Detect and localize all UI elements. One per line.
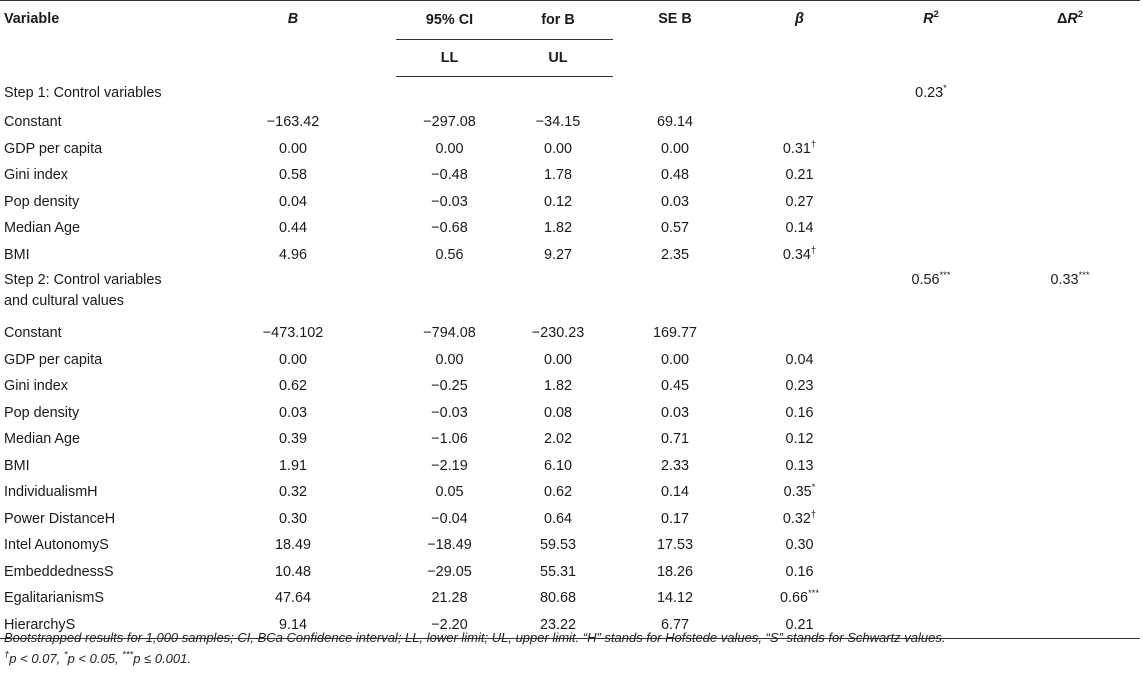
row-beta-value: 0.31: [782, 140, 811, 157]
row-ul: 1.78: [543, 167, 572, 184]
step2-r2-cell: [862, 268, 1000, 320]
table-row: [0, 189, 1140, 216]
row-b: 0.00: [278, 140, 307, 157]
header-row-1: [0, 1, 1140, 40]
row-ll: −2.19: [431, 457, 468, 474]
row-ll: 0.56: [435, 246, 464, 263]
row-ll: −0.48: [431, 167, 468, 184]
row-se: 0.03: [660, 404, 689, 421]
step1-label: Step 1: Control variables: [4, 84, 162, 101]
row-beta-value: 0.16: [785, 404, 814, 421]
row-ul: 6.10: [543, 457, 572, 474]
row-ll: −1.06: [431, 431, 468, 448]
row-b: −163.42: [266, 114, 320, 131]
row-beta: [737, 453, 862, 480]
row-ll: −794.08: [423, 325, 476, 342]
table-row: [0, 162, 1140, 189]
row-ll: −0.25: [431, 378, 468, 395]
row-b: 0.32: [278, 484, 307, 501]
row-ul: 0.00: [543, 140, 572, 157]
row-se: 0.00: [660, 140, 689, 157]
row-beta: [737, 242, 862, 269]
row-ul: 1.82: [543, 378, 572, 395]
row-b: 10.48: [274, 563, 311, 580]
table-row: [0, 347, 1140, 374]
row-beta-sig: *: [811, 482, 816, 494]
table-row: [0, 400, 1140, 427]
row-se: 69.14: [656, 114, 693, 131]
row-ll: −0.68: [431, 220, 468, 237]
row-ll: −297.08: [423, 114, 476, 131]
row-beta-value: 0.34: [782, 246, 811, 263]
row-beta: [737, 506, 862, 533]
row-ll: −18.49: [427, 537, 472, 554]
step2-delta-r2: 0.33: [1050, 272, 1079, 288]
row-ll: −0.04: [431, 510, 468, 527]
header-delta-symbol: Δ: [1056, 11, 1068, 27]
row-ul: −34.15: [535, 114, 581, 131]
row-beta-value: 0.14: [785, 220, 814, 237]
row-variable: Constant: [4, 325, 62, 342]
row-beta-sig: †: [810, 244, 817, 256]
row-variable: Gini index: [4, 167, 68, 184]
row-b: 0.04: [278, 193, 307, 210]
step2-row: [0, 268, 1140, 320]
row-beta: [737, 559, 862, 586]
row-beta: [737, 347, 862, 374]
row-beta-sig: †: [810, 138, 817, 150]
row-b: 0.44: [278, 220, 307, 237]
row-se: 0.48: [660, 167, 689, 184]
header-delta-r2: [1000, 1, 1140, 77]
row-beta: [737, 426, 862, 453]
table-row: [0, 215, 1140, 242]
row-ll: 0.00: [435, 351, 464, 368]
step2-label-line2: and cultural values: [4, 293, 124, 309]
row-se: 0.00: [660, 351, 689, 368]
table-row: [0, 109, 1140, 136]
footnote-stars3: ***: [122, 649, 134, 661]
table-row: [0, 532, 1140, 559]
row-b: 0.30: [278, 510, 307, 527]
row-beta-value: 0.16: [785, 563, 814, 580]
row-ul: 0.08: [543, 404, 572, 421]
table-footnote: [4, 627, 1139, 669]
row-beta: [737, 532, 862, 559]
table-row: [0, 479, 1140, 506]
row-beta: [737, 189, 862, 216]
row-beta: [737, 373, 862, 400]
row-variable: Constant: [4, 114, 62, 131]
header-variable: Variable: [0, 1, 190, 77]
row-se: 169.77: [652, 325, 697, 342]
table-row: [0, 559, 1140, 586]
row-se: 0.57: [660, 220, 689, 237]
table-row: [0, 426, 1140, 453]
row-beta-value: 0.35: [783, 484, 812, 501]
row-beta-value: 0.23: [785, 378, 814, 395]
step1-r2-sig: *: [943, 82, 947, 94]
step2-delta-r2-cell: [1000, 268, 1140, 320]
row-ul: 9.27: [543, 246, 572, 263]
row-b: 0.39: [278, 431, 307, 448]
row-beta-sig: ***: [807, 588, 820, 600]
row-variable: Pop density: [4, 193, 80, 210]
row-ul: 2.02: [543, 431, 572, 448]
table-body: [0, 77, 1140, 639]
row-se: 2.33: [660, 457, 689, 474]
row-ul: 55.31: [539, 563, 576, 580]
header-ll: LL: [396, 40, 503, 77]
row-beta: [737, 162, 862, 189]
header-ci-right: for B: [503, 1, 613, 40]
table-row: [0, 373, 1140, 400]
step2-delta-r2-sig: ***: [1078, 270, 1090, 282]
row-ll: 21.28: [431, 590, 468, 607]
row-variable: HierarchyS: [0, 612, 190, 639]
footnote-star: *: [63, 649, 68, 661]
row-beta: [737, 109, 862, 136]
footnote-p-007: p < 0.07,: [9, 651, 64, 666]
row-variable: Median Age: [4, 431, 81, 448]
row-beta-value: 0.30: [785, 537, 814, 554]
table-row: [0, 585, 1140, 612]
row-ll: 0.05: [435, 484, 464, 501]
row-beta: [737, 400, 862, 427]
row-b: 0.58: [278, 167, 307, 184]
row-ul: −230.23: [531, 325, 585, 342]
table-row: [0, 136, 1140, 163]
row-variable: Pop density: [4, 404, 80, 421]
row-variable: Intel AutonomyS: [4, 537, 109, 554]
step1-r2-cell: [862, 77, 1000, 110]
table-row: [0, 453, 1140, 480]
row-variable: EmbeddednessS: [4, 563, 114, 580]
row-beta-value: 0.66: [779, 590, 808, 607]
row-ll: −0.03: [431, 404, 468, 421]
row-ll: −2.20: [396, 612, 503, 639]
row-b: 9.14: [190, 612, 396, 639]
row-ul: 59.53: [539, 537, 576, 554]
row-beta-value: 0.13: [785, 457, 814, 474]
row-beta: [737, 479, 862, 506]
table-row: [0, 320, 1140, 347]
row-ul: 0.64: [543, 510, 572, 527]
row-beta-value: 0.21: [785, 167, 814, 184]
step2-r2: 0.56: [911, 272, 940, 288]
row-se: 0.17: [660, 510, 689, 527]
row-se: 0.71: [660, 431, 689, 448]
row-variable: BMI: [4, 246, 30, 263]
step2-label-line1: Step 2: Control variables: [4, 272, 162, 288]
footnote-p-005: p < 0.05,: [67, 651, 123, 666]
row-ul: 80.68: [539, 590, 576, 607]
row-ul: 0.12: [543, 193, 572, 210]
row-b: 4.96: [278, 246, 307, 263]
step1-row: [0, 77, 1140, 110]
row-ul: 0.62: [543, 484, 572, 501]
row-b: 0.03: [278, 404, 307, 421]
row-se: 6.77: [613, 612, 737, 639]
header-delta-r2-sup: 2: [1077, 9, 1084, 21]
header-ul: UL: [503, 40, 613, 77]
table-row: [0, 506, 1140, 533]
row-variable: BMI: [4, 457, 30, 474]
row-beta: [737, 585, 862, 612]
header-delta-r2-base: R: [1067, 11, 1078, 27]
row-b: 0.00: [278, 351, 307, 368]
row-b: 18.49: [274, 537, 311, 554]
footnote-dagger: †: [4, 649, 10, 661]
row-b: 0.62: [278, 378, 307, 395]
row-se: 0.45: [660, 378, 689, 395]
row-ul: 23.22: [503, 612, 613, 639]
row-beta: [737, 320, 862, 347]
header-r2: [862, 1, 1000, 77]
header-se-b: SE B: [613, 1, 737, 77]
footnote-p-0001: p ≤ 0.001.: [133, 651, 191, 666]
row-beta-value: 0.27: [785, 193, 814, 210]
header-b: B: [190, 1, 396, 77]
row-variable: GDP per capita: [4, 140, 103, 157]
row-se: 14.12: [656, 590, 693, 607]
row-variable: Gini index: [4, 378, 68, 395]
row-se: 0.14: [660, 484, 689, 501]
header-r2-base: R: [923, 11, 934, 27]
row-b: 47.64: [274, 590, 311, 607]
row-ll: 0.00: [435, 140, 464, 157]
step1-r2: 0.23: [915, 84, 944, 101]
row-ll: −0.03: [431, 193, 468, 210]
row-se: 2.35: [660, 246, 689, 263]
footnote-line-1: Bootstrapped results for 1,000 samples; CI, BCa Confidence interval; LL, lower limit; UL, upper limit. “H” stands for Hofstede values, “S” stands for Schwartz values.: [4, 630, 946, 645]
row-variable: GDP per capita: [4, 351, 103, 368]
row-beta-sig: †: [810, 508, 817, 520]
row-ul: 1.82: [543, 220, 572, 237]
row-beta-value: 0.04: [785, 351, 814, 368]
row-beta: [737, 215, 862, 242]
row-beta-value: 0.12: [785, 431, 814, 448]
row-ul: 0.00: [543, 351, 572, 368]
row-ll: −29.05: [427, 563, 472, 580]
step2-label: [0, 268, 190, 320]
row-b: −473.102: [262, 325, 324, 342]
row-beta: [737, 136, 862, 163]
footnote-line-2: [4, 648, 1139, 669]
row-se: 17.53: [656, 537, 693, 554]
step2-r2-sig: ***: [939, 270, 951, 282]
row-variable: EgalitarianismS: [4, 590, 104, 607]
header-r2-sup: 2: [933, 9, 939, 21]
header-ci-left: 95% CI: [396, 1, 503, 40]
row-variable: Median Age: [4, 220, 81, 237]
row-se: 0.03: [660, 193, 689, 210]
row-beta-value: 0.21: [785, 616, 814, 633]
row-variable: Power DistanceH: [4, 510, 116, 527]
row-beta-value: 0.32: [782, 510, 811, 527]
row-b: 1.91: [278, 457, 307, 474]
row-se: 18.26: [656, 563, 693, 580]
table-row: [0, 242, 1140, 269]
header-beta: β: [737, 1, 862, 77]
row-variable: IndividualismH: [4, 484, 98, 501]
